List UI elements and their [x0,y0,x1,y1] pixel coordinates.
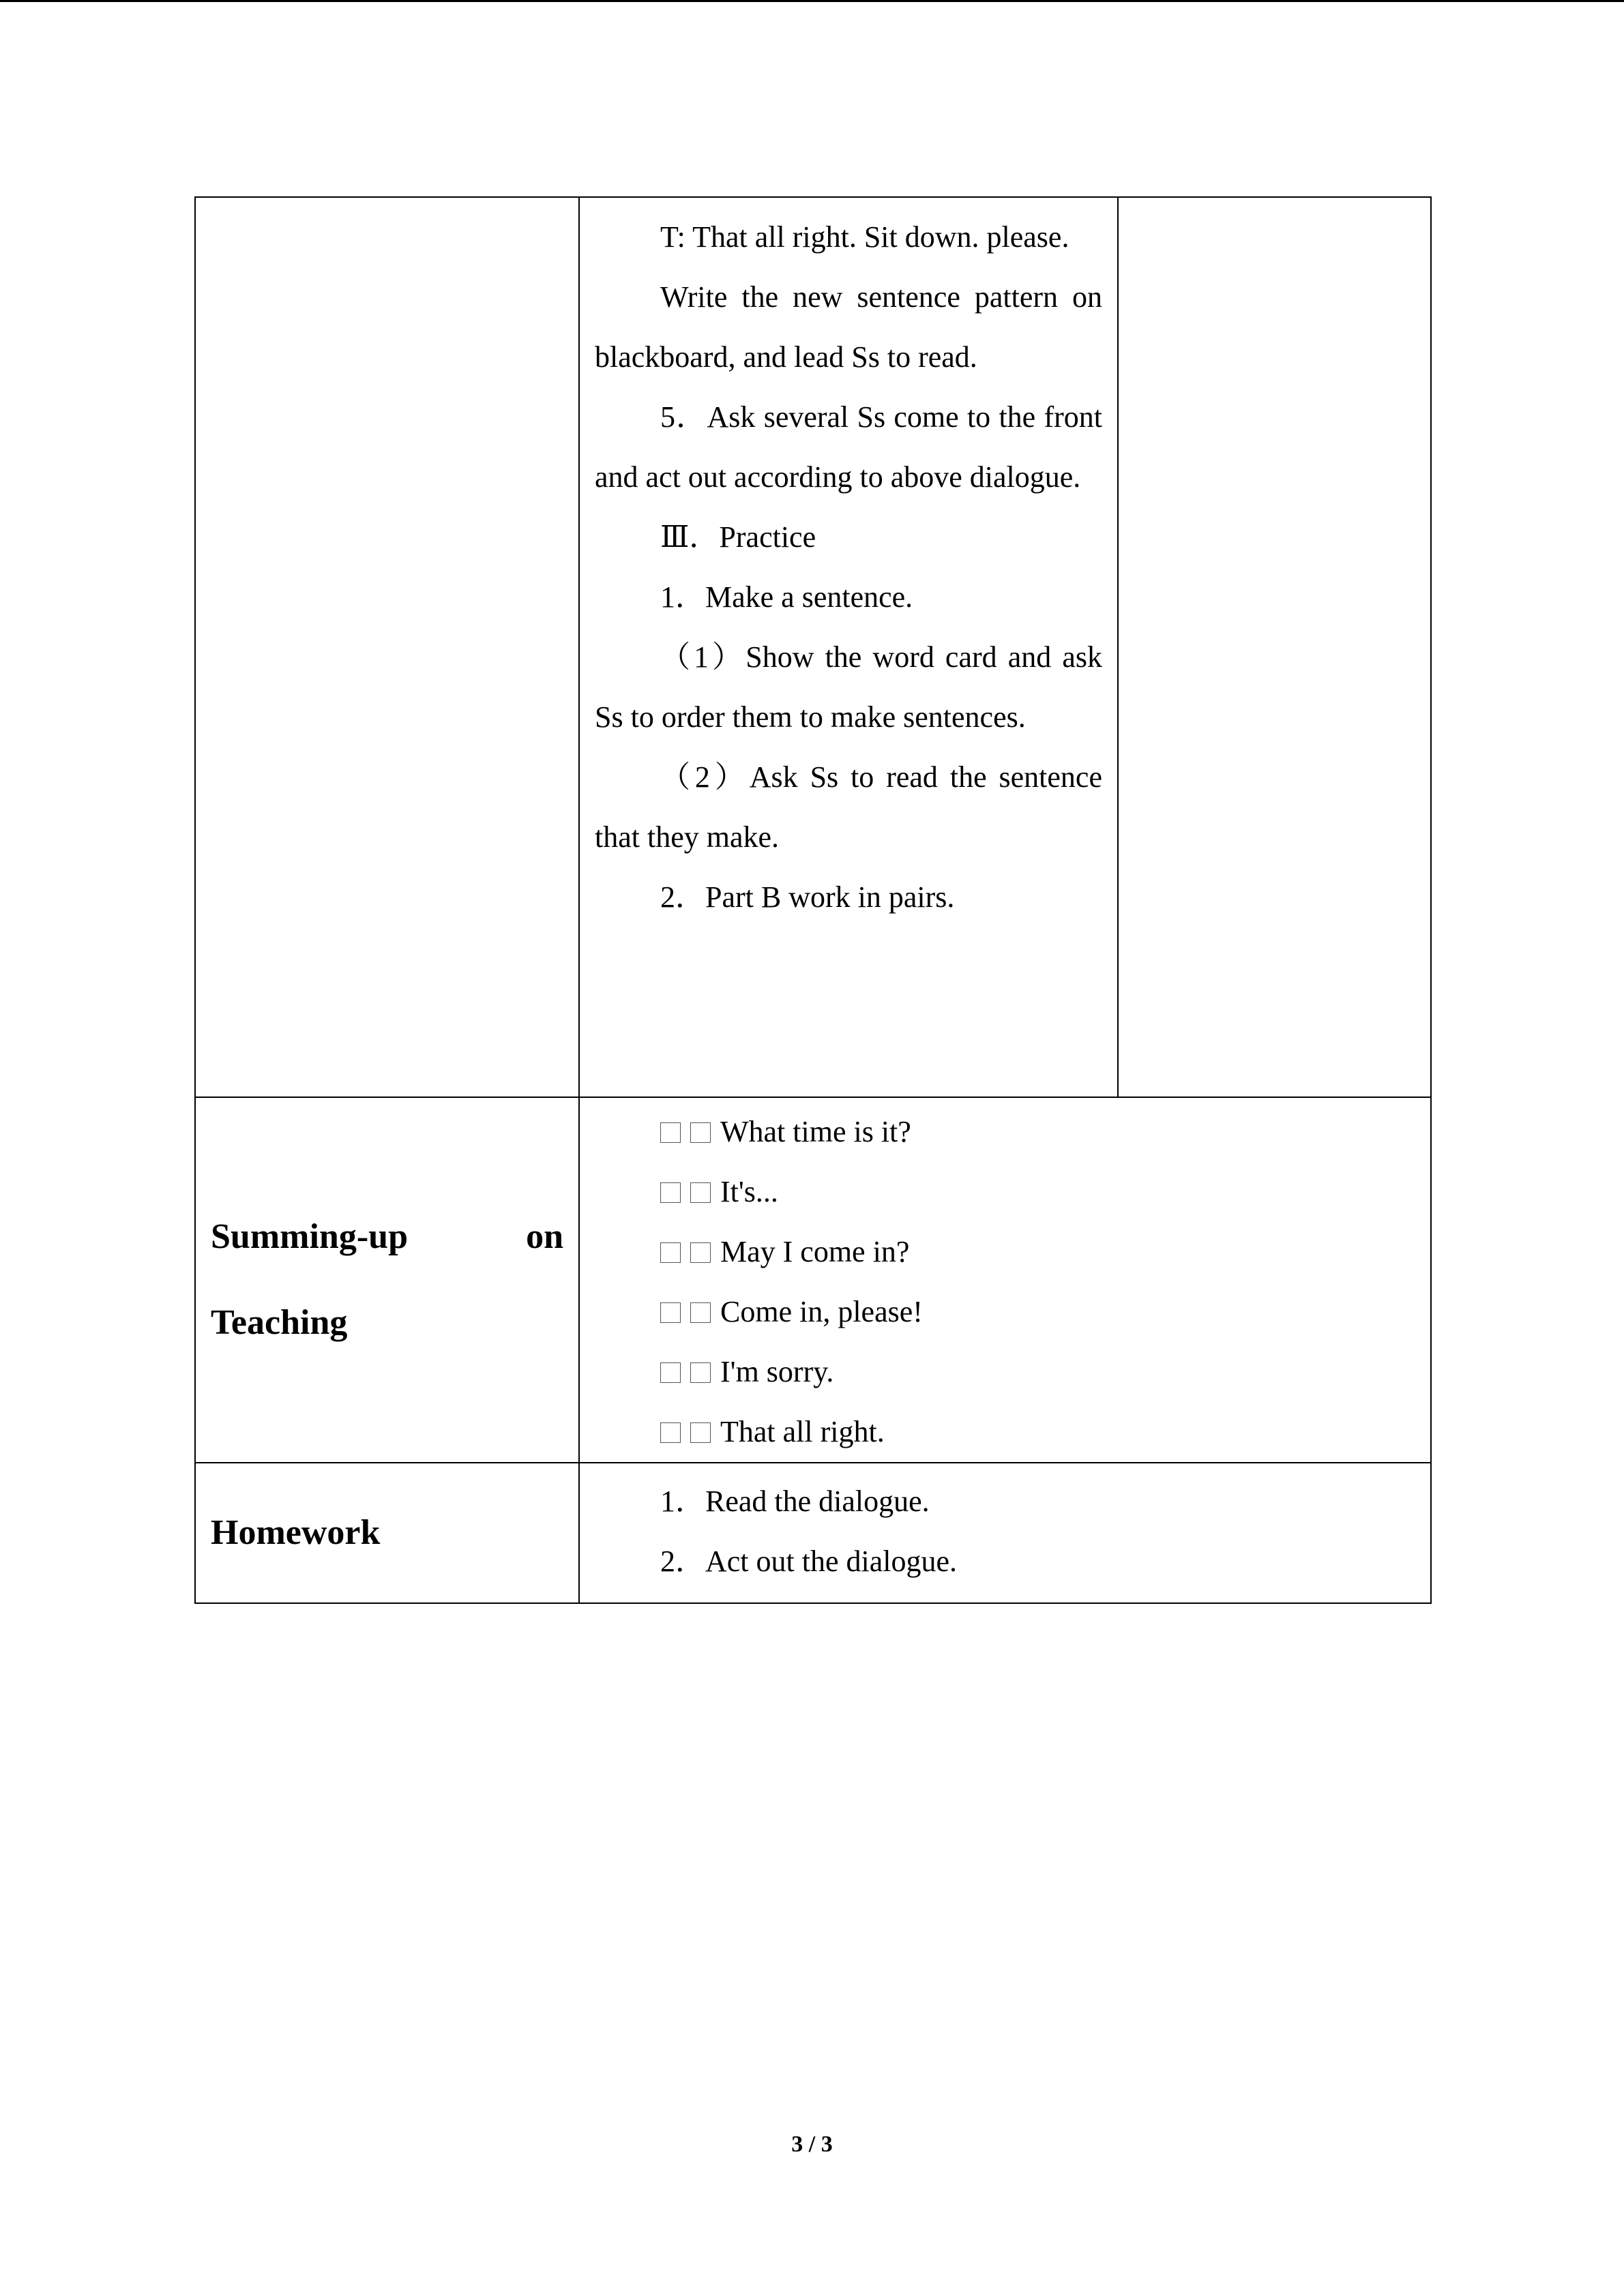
process-paragraph: 1．Make a sentence. [660,580,913,614]
process-paragraph: Write the new sentence pattern on blackboard, and lead Ss to read. [595,280,1102,374]
checkbox-icon [690,1242,711,1263]
homework-row [195,1463,1431,1603]
summing-up-content-cell [579,1097,1431,1463]
summing-up-row [195,1097,1431,1463]
homework-content-cell [579,1463,1431,1603]
summary-line [595,1282,1415,1342]
summary-line-text: I'm sorry. [720,1355,834,1388]
homework-line: 1．Read the dialogue. [660,1485,930,1518]
checkbox-icon [690,1422,711,1443]
summary-line [595,1342,1415,1402]
summary-line-text: What time is it? [720,1115,911,1148]
summary-line-text: May I come in? [720,1235,910,1268]
teaching-process-row [195,197,1431,1097]
process-paragraph: （2）Ask Ss to read the sentence that they make. [595,760,1102,854]
process-content-cell [579,197,1118,1097]
summing-up-label: Summing-up on Teaching [211,1217,563,1342]
process-paragraph: Ⅲ．Practice [660,520,816,554]
checkbox-icon [690,1122,711,1143]
process-notes-cell [1118,197,1431,1097]
summing-up-label-cell [195,1097,579,1463]
checkbox-icon [690,1182,711,1203]
page-number: 3 / 3 [791,2132,833,2157]
checkbox-icon [660,1182,681,1203]
process-paragraph: T: That all right. Sit down. please. [660,220,1069,254]
checkbox-icon [660,1302,681,1323]
lesson-plan-table [194,196,1432,1604]
checkbox-icon [660,1422,681,1443]
process-paragraph: （1）Show the word card and ask Ss to order them to make sentences. [595,640,1102,734]
summary-line [595,1402,1415,1462]
summary-line [595,1222,1415,1282]
homework-label: Homework [211,1513,381,1552]
checkbox-icon [660,1122,681,1143]
homework-label-cell [195,1463,579,1603]
summary-line [595,1162,1415,1222]
checkbox-icon [660,1242,681,1263]
checkbox-icon [690,1302,711,1323]
process-paragraph: 2．Part B work in pairs. [660,880,955,914]
process-label-cell [195,197,579,1097]
summary-line-text: Come in, please! [720,1295,923,1328]
homework-line: 2．Act out the dialogue. [660,1545,958,1578]
process-paragraph: 5．Ask several Ss come to the front and act out according to above dialogue. [595,400,1102,494]
summary-line-text: It's... [720,1175,778,1208]
page-top-rule [0,0,1624,2]
checkbox-icon [690,1362,711,1383]
summary-line-text: That all right. [720,1415,885,1448]
checkbox-icon [660,1362,681,1383]
summary-line [595,1102,1415,1162]
